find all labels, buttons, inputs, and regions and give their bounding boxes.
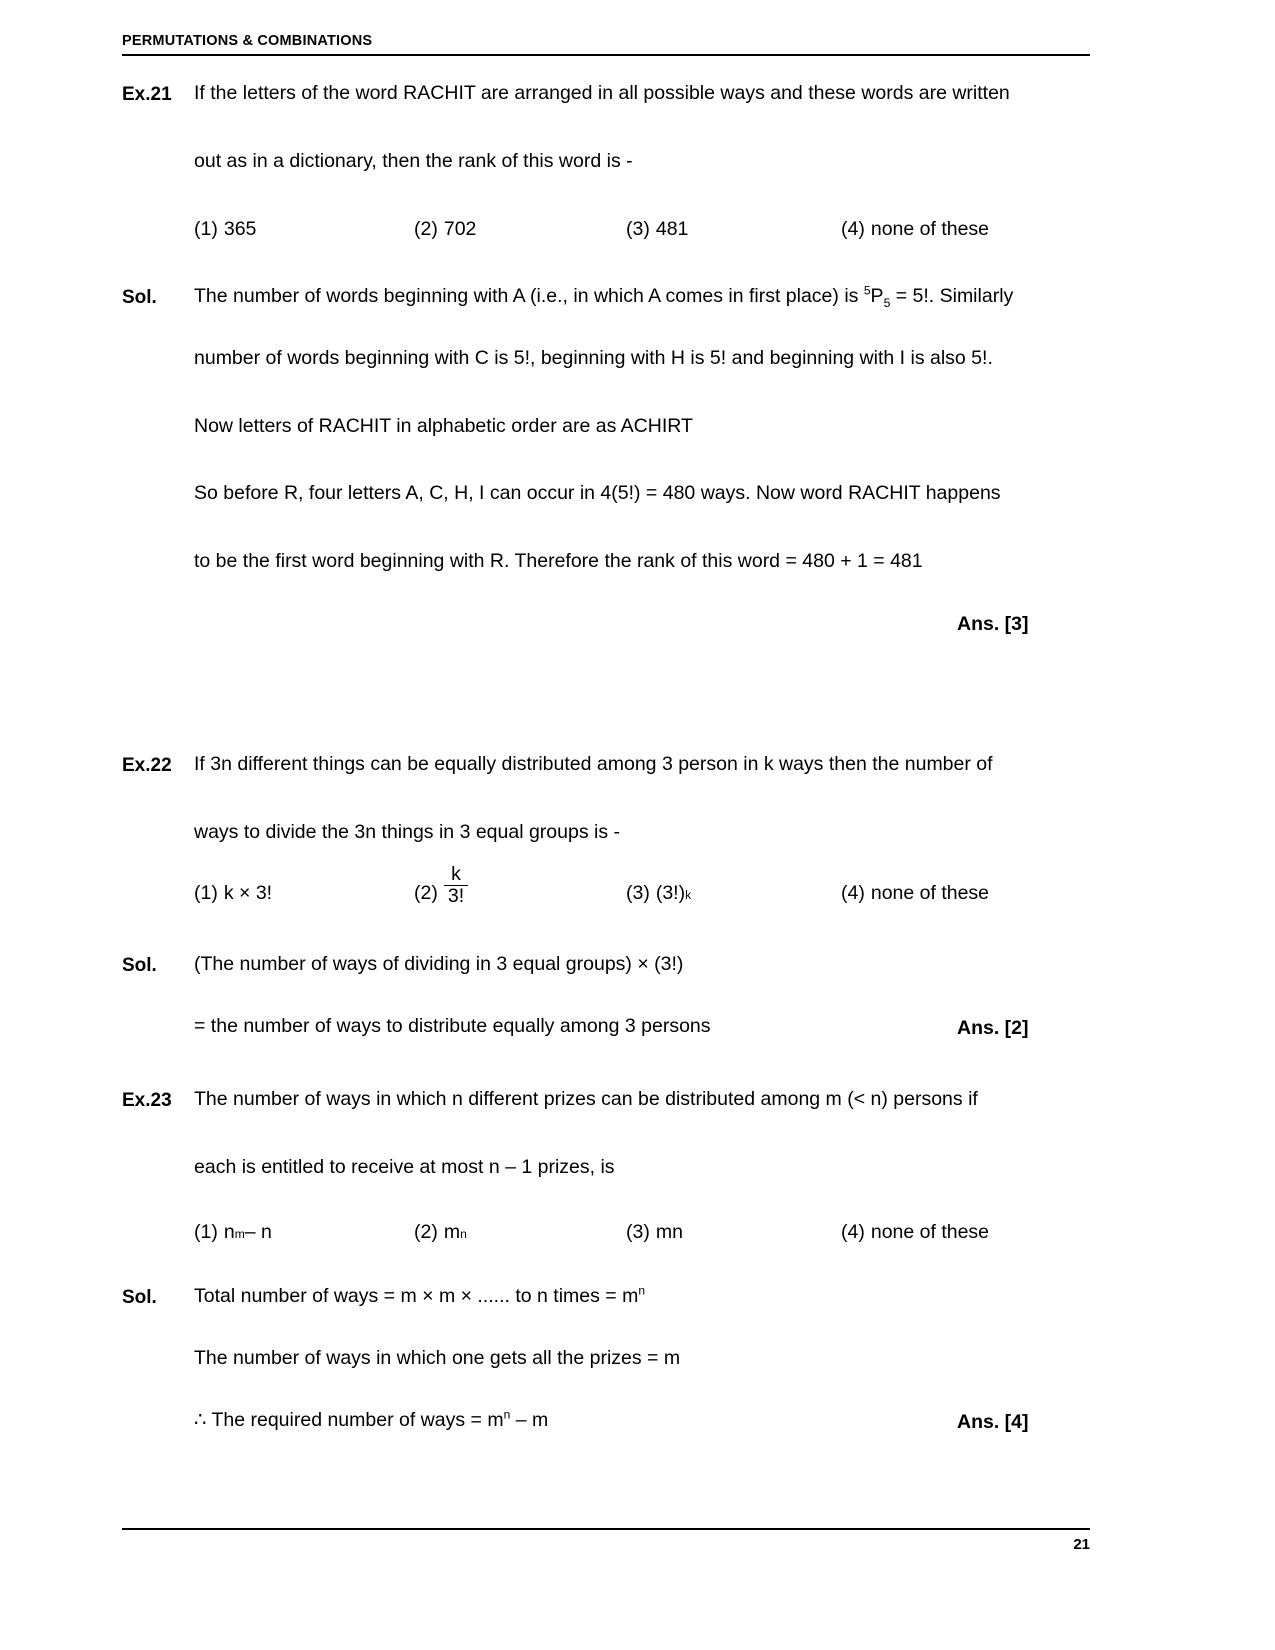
example-21-solution-line-1 <box>194 283 1094 310</box>
option-2[interactable] <box>414 862 626 915</box>
permutation-subscript: 5 <box>883 295 891 310</box>
example-22-solution-tag: Sol. <box>122 954 157 976</box>
example-22-solution-row-2 <box>122 1014 1094 1039</box>
spacer-tag <box>122 349 194 350</box>
example-21-question-row-2 <box>122 152 1094 172</box>
option-1-text: n <box>223 1220 235 1243</box>
example-21-question-line-2: out as in a dictionary, then the rank of this word is - <box>194 150 633 172</box>
page-footer <box>122 1528 1090 1553</box>
example-21-solution-line-5: to be the first word beginning with R. Therefore the rank of this word = 480 + 1 = 481 <box>194 549 923 572</box>
option-3-text: 481 <box>655 217 689 240</box>
chapter-title: PERMUTATIONS & COMBINATIONS <box>122 33 373 49</box>
example-23-question-line-1: The number of ways in which n different prizes can be distributed among m (< n) persons if <box>194 1088 978 1110</box>
footer-divider <box>122 1528 1090 1530</box>
option-1-text: k × 3! <box>223 881 273 904</box>
example-21-block <box>122 84 1094 653</box>
example-23-tag: Ex.23 <box>122 1090 172 1111</box>
example-23-question-row-2 <box>122 1158 1094 1178</box>
option-3-number: (3) <box>626 217 650 240</box>
example-21-question-row <box>122 84 1094 104</box>
example-22-block <box>122 753 1094 1039</box>
option-1-number: (1) <box>194 1220 218 1243</box>
example-21-solution-tag: Sol. <box>122 287 157 308</box>
example-23-solution-tag: Sol. <box>122 1287 157 1308</box>
example-22-question-line-2: ways to divide the 3n things in 3 equal groups is - <box>194 821 621 843</box>
solution-line-3-text: ∴ The required number of ways = m <box>194 1408 504 1431</box>
solution-text-after: = 5!. Similarly <box>890 285 1014 307</box>
example-23-options-row <box>122 1220 1094 1243</box>
header-divider <box>122 54 1090 56</box>
example-22-options <box>194 862 1094 917</box>
example-21-solution-line-3: Now letters of RACHIT in alphabetic order are as ACHIRT <box>194 414 693 437</box>
example-23-solution-row-1 <box>122 1283 1094 1308</box>
option-4[interactable] <box>841 1220 1094 1243</box>
fraction-denominator: 3! <box>447 885 465 907</box>
option-3[interactable] <box>626 1220 841 1243</box>
option-1-tail: – n <box>244 1220 272 1243</box>
solution-text-before: The number of words beginning with A (i.e., in which A comes in first place) is <box>194 285 864 307</box>
example-23-options <box>194 1220 1094 1243</box>
spacer-tag <box>122 1158 194 1159</box>
spacer-tag <box>122 871 194 872</box>
option-1[interactable] <box>194 881 414 904</box>
spacer-tag <box>122 1411 194 1412</box>
option-3-text: mn <box>655 1220 683 1243</box>
option-2[interactable] <box>414 217 626 240</box>
spacer-tag <box>122 823 194 824</box>
example-23-solution-row-3 <box>122 1407 1094 1433</box>
spacer-tag <box>122 152 194 153</box>
example-21-tag: Ex.21 <box>122 84 172 105</box>
example-21-options-row <box>122 217 1094 240</box>
example-21-solution-row-4 <box>122 484 1094 504</box>
fraction-k-over-3-factorial <box>444 862 468 907</box>
fraction-numerator: k <box>444 865 468 887</box>
spacer-tag <box>122 1223 194 1224</box>
example-21-solution-row-1 <box>122 283 1094 310</box>
page-header <box>122 34 1090 56</box>
spacer-tag <box>122 1017 194 1018</box>
option-3-number: (3) <box>626 1220 650 1243</box>
example-21-solution-line-2: number of words beginning with C is 5!, beginning with H is 5! and beginning with I is also 5!. <box>194 347 993 369</box>
spacer-tag <box>122 220 194 221</box>
option-2-number: (2) <box>414 881 438 904</box>
option-4-text: none of these <box>870 1220 990 1243</box>
option-1[interactable]: (1) n m – n <box>194 1220 272 1243</box>
example-21-solution-line-4: So before R, four letters A, C, H, I can occur in 4(5!) = 480 ways. Now word RACHIT happens <box>194 482 1001 504</box>
example-21-solution-row-5 <box>122 549 1094 572</box>
option-4-text: none of these <box>870 217 990 240</box>
option-3-text: (3!) <box>655 881 686 904</box>
example-23-question-row <box>122 1090 1094 1110</box>
option-1[interactable] <box>194 217 414 240</box>
solution-line-1-superscript: n <box>638 1283 646 1298</box>
example-22-options-row <box>122 862 1094 917</box>
example-21-solution-row-3 <box>122 414 1094 437</box>
permutation-base: P <box>870 285 884 307</box>
spacer-tag <box>122 552 194 553</box>
example-21-options <box>194 217 1094 240</box>
solution-line-1-text: Total number of ways = m × m × ...... to n times = m <box>194 1285 639 1307</box>
solution-line-3-tail: – m <box>510 1408 549 1431</box>
option-4-number: (4) <box>841 881 865 904</box>
page-number: 21 <box>1073 1536 1090 1553</box>
option-1-number: (1) <box>194 881 218 904</box>
example-23-answer: Ans. [4] <box>957 1410 1029 1433</box>
option-3[interactable]: (3) (3!) k <box>626 881 692 904</box>
option-3-number: (3) <box>626 881 650 904</box>
example-23-question-line-2: each is entitled to receive at most n – 1 prizes, is <box>194 1156 615 1178</box>
example-22-tag: Ex.22 <box>122 755 172 776</box>
option-4[interactable] <box>841 881 1094 904</box>
option-4-number: (4) <box>841 1220 865 1243</box>
example-22-question-row <box>122 755 1094 775</box>
example-21-solution-row-2 <box>122 349 1094 369</box>
spacer-tag <box>122 417 194 418</box>
example-21-answer: Ans. [3] <box>957 613 1029 635</box>
example-21-answer-row <box>122 613 1094 653</box>
option-2-number: (2) <box>414 217 438 240</box>
option-2-text: 702 <box>443 217 477 240</box>
example-23-solution-line-2: The number of ways in which one gets all the prizes = m <box>194 1347 681 1369</box>
option-1-number: (1) <box>194 217 218 240</box>
example-23-block <box>122 1088 1094 1433</box>
spacer-tag <box>122 484 194 485</box>
option-4[interactable] <box>841 217 1094 240</box>
permutation-superscript: 5 <box>863 283 871 298</box>
example-21-question-line-1: If the letters of the word RACHIT are arranged in all possible ways and these words are written <box>194 82 1010 104</box>
example-22-question-row-2 <box>122 823 1094 843</box>
solution-line-3-superscript: n <box>503 1407 511 1421</box>
option-3[interactable] <box>626 217 841 240</box>
example-22-solution-row-1 <box>122 952 1094 976</box>
example-22-solution-line-2: = the number of ways to distribute equally among 3 persons <box>194 1014 711 1037</box>
option-4-text: none of these <box>870 881 990 904</box>
option-4-number: (4) <box>841 217 865 240</box>
example-22-answer: Ans. [2] <box>957 1016 1029 1039</box>
example-22-solution-line-1: (The number of ways of dividing in 3 equal groups) × (3!) <box>194 952 684 975</box>
example-22-question-line-1: If 3n different things can be equally distributed among 3 person in k ways then the number of <box>194 753 993 775</box>
spacer-tag <box>122 1349 194 1350</box>
option-2-number: (2) <box>414 1220 438 1243</box>
option-2-text: m <box>443 1220 461 1243</box>
example-23-solution-line-1 <box>194 1283 1094 1307</box>
option-1-text: 365 <box>223 217 257 240</box>
example-23-solution-row-2 <box>122 1349 1094 1369</box>
option-2[interactable]: (2) m n <box>414 1220 467 1243</box>
